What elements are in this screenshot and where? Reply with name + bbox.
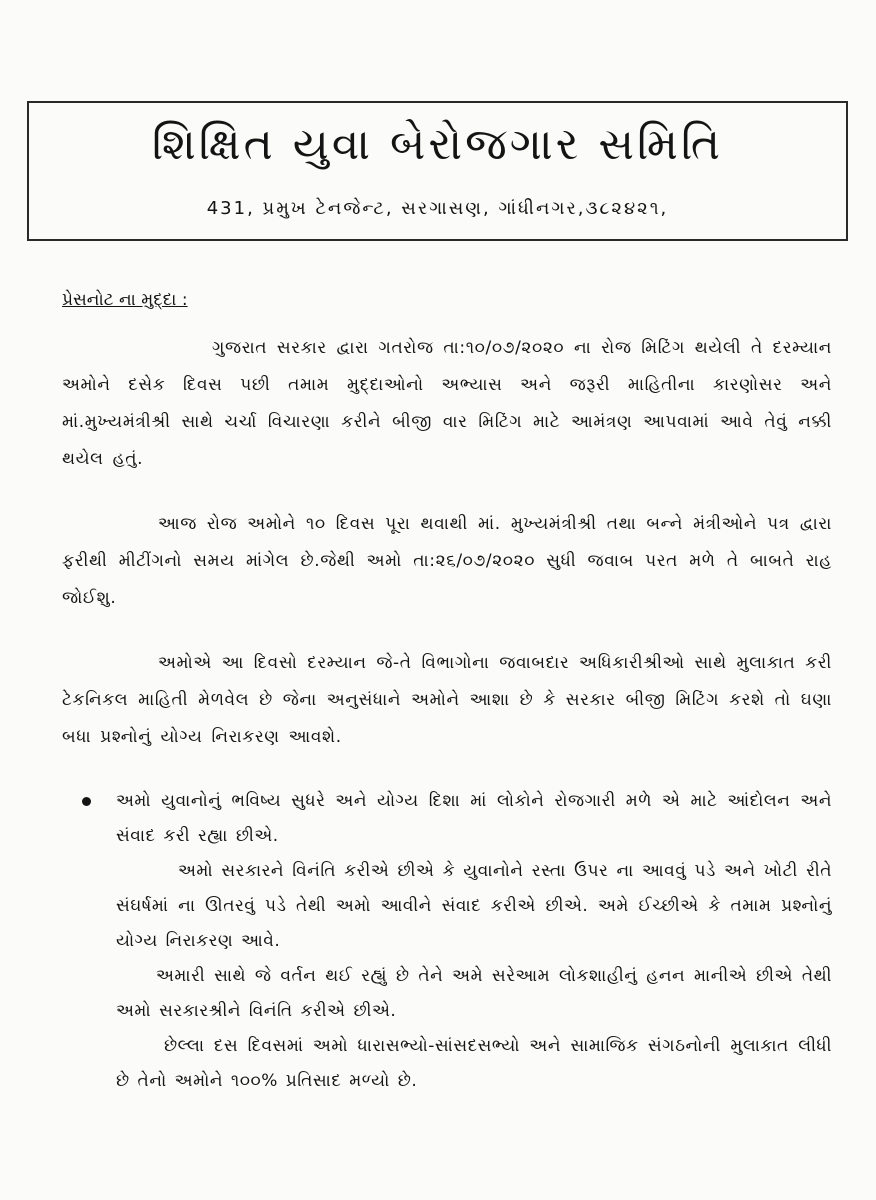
paragraph-letter-request: આજ રોજ અમોને ૧૦ દિવસ પૂરા થવાથી માં. મુખ્યમંત્રીશ્રી તથા બન્ને મંત્રીઓને પત્ર દ્વારા ફરીથી મીટીંગનો સમય માંગેલ છે.જેથી અમો તા:૨૬/૦૭/૨૦૨૦ સુધી જવાબ પરત મળે તે બાબતે રાહ જોઈશુ. <box>62 514 832 608</box>
bullet-line-response: છેલ્લા દસ દિવસમાં અમો ધારાસભ્યો-સાંસદસભ્યો અને સામાજિક સંગઠનોની મુલાકાત લીધી છે તેનો અમોને ૧૦૦% પ્રતિસાદ મળ્યો છે. <box>116 1036 832 1091</box>
press-note-subject: પ્રેસનોટ ના મુદ્દા : <box>62 290 188 310</box>
list-item <box>62 784 832 1099</box>
bullet-line-democracy: અમારી સાથે જે વર્તન થઈ રહ્યું છે તેને અમે સરેઆમ લોકશાહીનું હનન માનીએ છીએ તેથી અમો સરકારશ્રીને વિનંતિ કરીએ છીએ. <box>116 966 832 1021</box>
bullet-line-agitation: અમો યુવાનોનું ભવિષ્ય સુધરે અને યોગ્ય દિશા માં લોકોને રોજગારી મળે એ માટે આંદોલન અને સંવાદ કરી રહ્યા છીએ. <box>116 791 832 846</box>
bullet-line-request: અમો સરકારને વિનંતિ કરીએ છીએ કે યુવાનોને રસ્તા ઉપર ના આવવું પડે અને ખોટી રીતે સંઘર્ષમાં ના ઊતરવું પડે તેથી અમો આવીને સંવાદ કરીએ છીએ. અમે ઈચ્છીએ કે તમામ પ્રશ્નોનું યોગ્ય નિરાકરણ આવે. <box>116 861 832 951</box>
organization-address: 431, પ્રમુખ ટેનજેન્ટ, સરગાસણ, ગાંધીનગર,૩૮૨૪૨૧, <box>206 198 669 219</box>
press-note-body <box>62 290 832 1099</box>
organization-name: શિક્ષિત યુવા બેરોજગાર સમિતિ <box>151 119 724 170</box>
bullet-list <box>62 784 832 1099</box>
paragraph-meeting-summary: ગુજરાત સરકાર દ્વારા ગતરોજ તા:૧૦/૦૭/૨૦૨૦ ના રોજ મિટિંગ થયેલી તે દરમ્યાન અમોને દસેક દિવસ પછી તમામ મુદ્દાઓનો અભ્યાસ અને જરૂરી માહિતીના કારણોસર અને માં.મુખ્યમંત્રીશ્રી સાથે ચર્ચા વિચારણા કરીને બીજી વાર મિટિંગ માટે આમંત્રણ આપવામાં આવે તેવું નક્કી થયેલ હતું. <box>62 338 832 469</box>
bullet-icon <box>82 797 91 806</box>
letterhead-box <box>27 101 848 241</box>
paragraph-officials-meeting: અમોએ આ દિવસો દરમ્યાન જે-તે વિભાગોના જવાબદાર અધિકારીશ્રીઓ સાથે મુલાકાત કરી ટેકનિકલ માહિતી મેળવેલ છે જેના અનુસંધાને અમોને આશા છે કે સરકાર બીજી મિટિંગ કરશે તો ઘણા બધા પ્રશ્નોનું યોગ્ય નિરાકરણ આવશે. <box>62 653 832 747</box>
